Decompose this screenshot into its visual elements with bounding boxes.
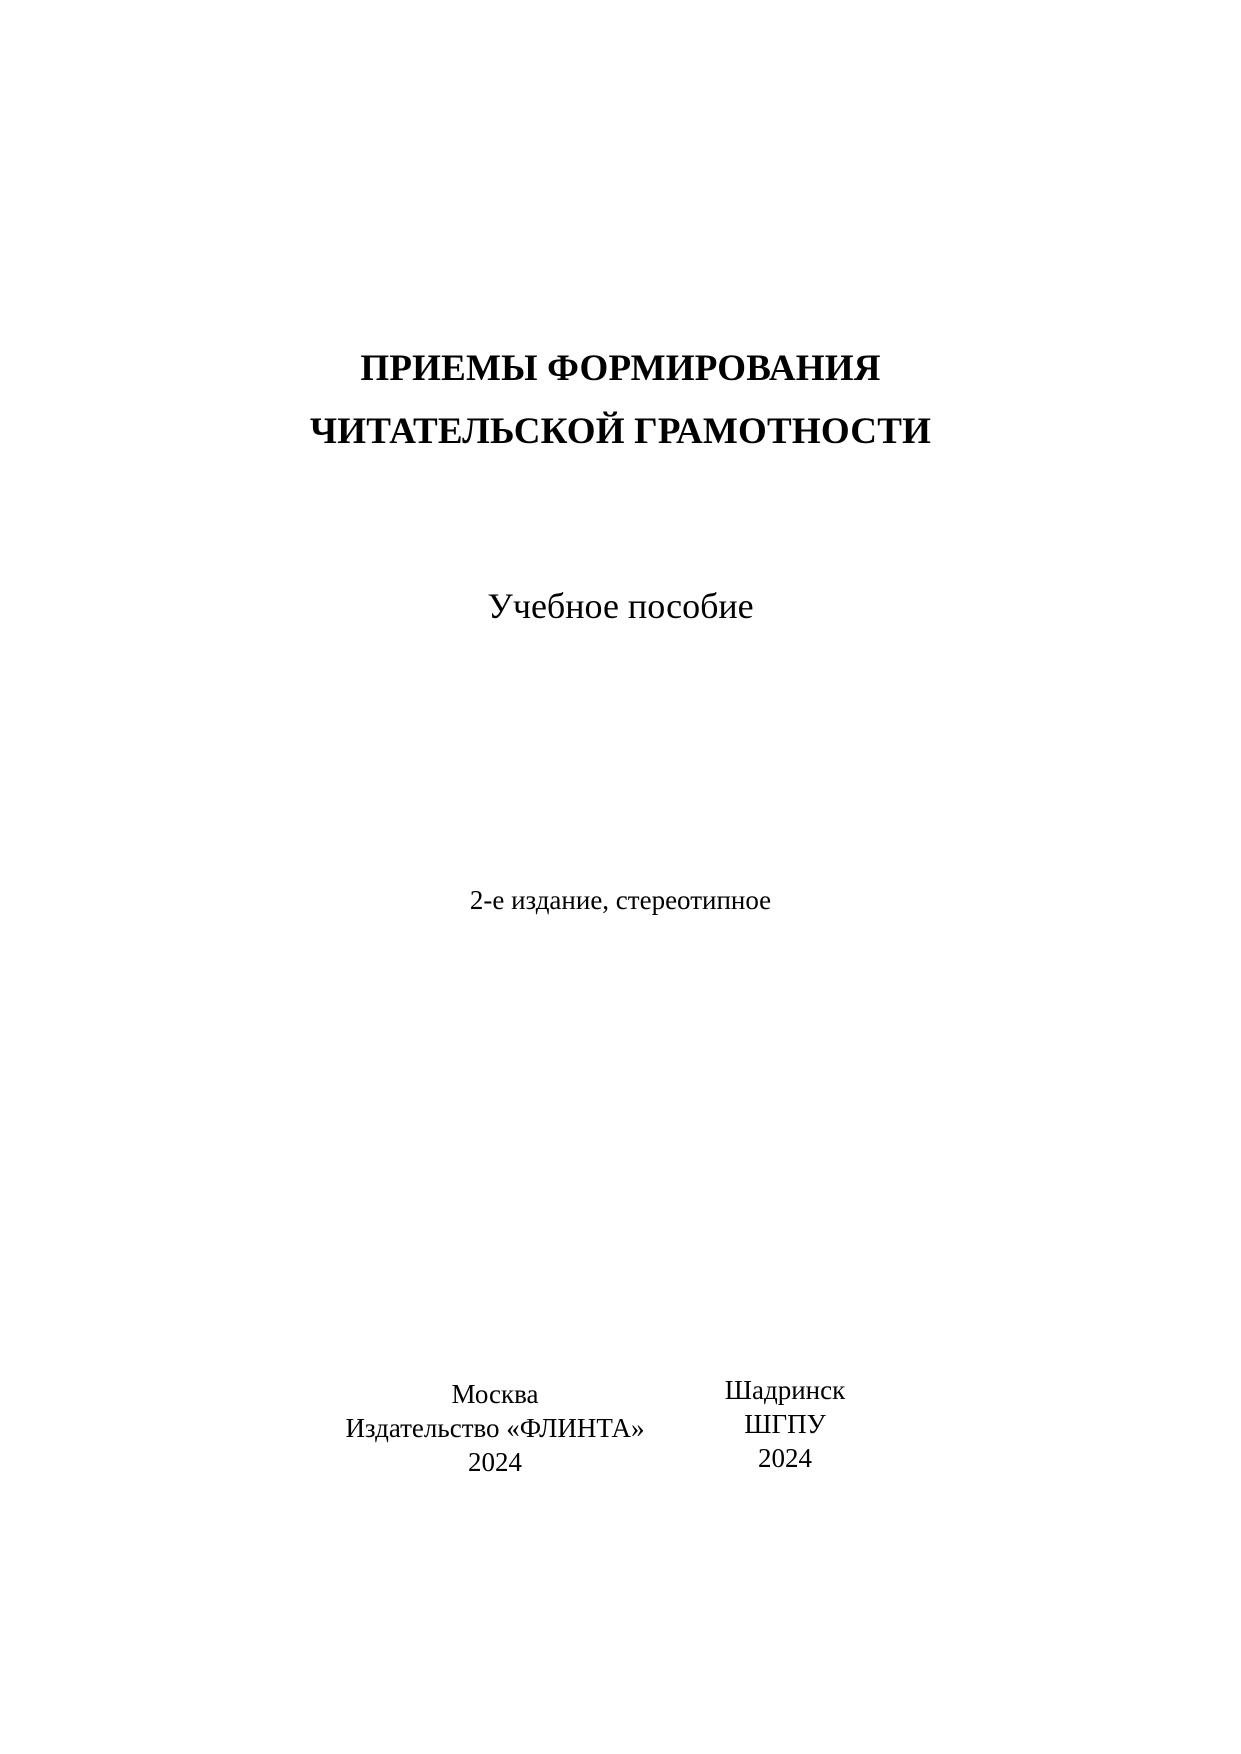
book-subtitle: Учебное пособие xyxy=(487,586,754,626)
imprint-shadrinsk xyxy=(700,1373,870,1475)
book-title-line-2: ЧИТАТЕЛЬСКОЙ ГРАМОТНОСТИ xyxy=(309,411,932,452)
imprint-moscow xyxy=(320,1377,670,1479)
book-title-line-1: ПРИЕМЫ ФОРМИРОВАНИЯ xyxy=(360,348,881,389)
imprint-left-publisher: Издательство «ФЛИНТА» xyxy=(345,1413,645,1443)
imprint-left-city: Москва xyxy=(451,1379,539,1409)
book-title xyxy=(0,337,1241,463)
edition-note: 2-е издание, стереотипное xyxy=(469,885,772,915)
imprint-right-year: 2024 xyxy=(758,1443,812,1473)
imprint-right-publisher: ШГПУ xyxy=(744,1409,826,1439)
imprint-right-city: Шадринск xyxy=(724,1375,846,1405)
imprint-left-year: 2024 xyxy=(468,1447,522,1477)
